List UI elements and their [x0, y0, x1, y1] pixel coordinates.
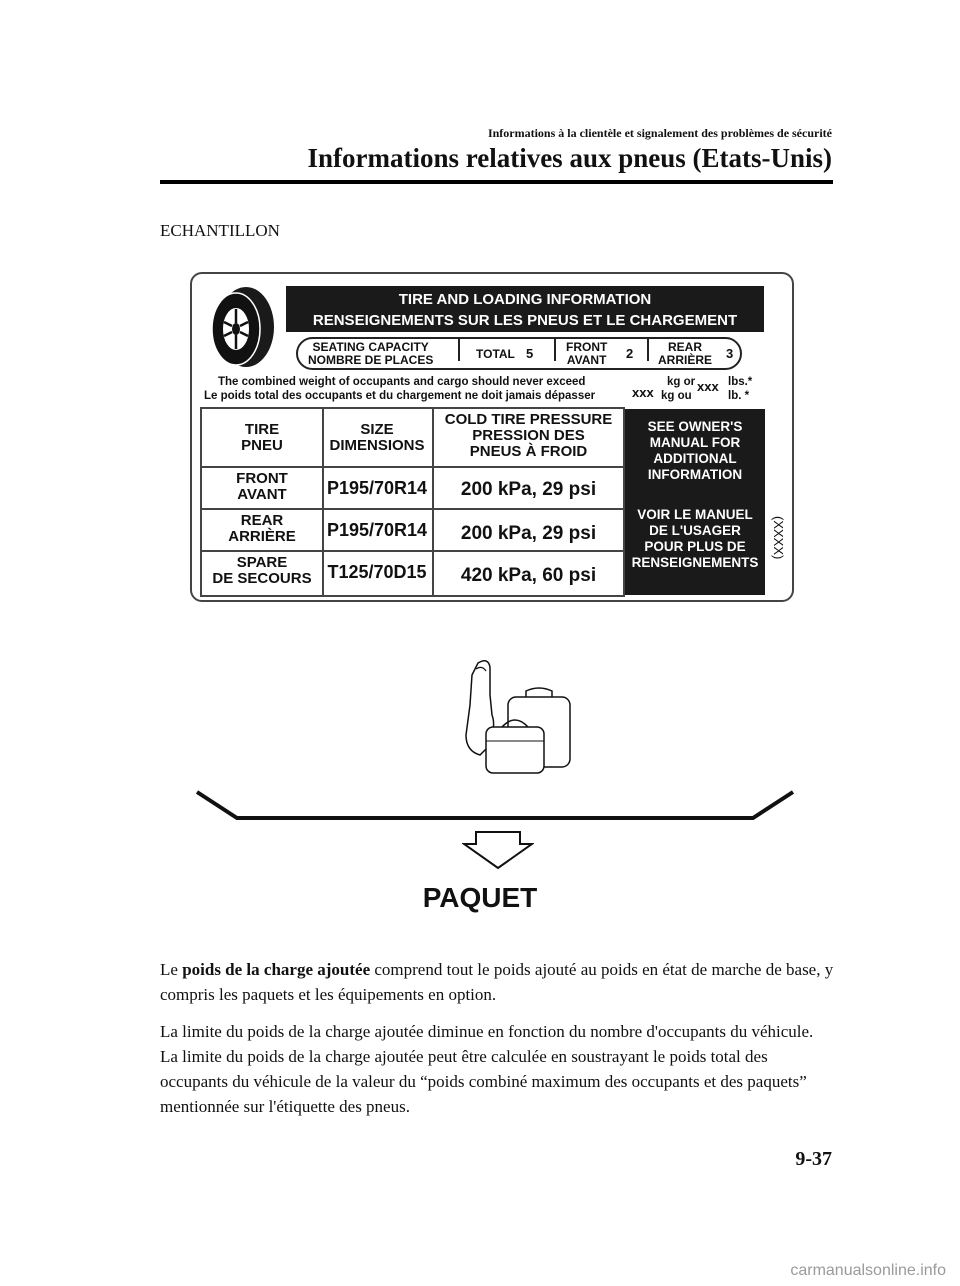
label-title-band	[286, 286, 764, 332]
owner-en-3: ADDITIONAL	[653, 451, 737, 466]
row-front-size: P195/70R14	[326, 478, 428, 498]
front-label-en: FRONT	[566, 340, 608, 354]
unit-kg-fr: kg ou	[661, 390, 692, 402]
owner-en-1: SEE OWNER'S	[647, 419, 743, 434]
owner-en-4: INFORMATION	[647, 467, 743, 482]
row-rear-fr: ARRIÈRE	[228, 528, 296, 545]
paragraph-prefix: Le	[160, 960, 183, 979]
label-title-fr: RENSEIGNEMENTS SUR LES PNEUS ET LE CHARGEMENT	[312, 312, 738, 329]
seat-divider	[647, 339, 649, 361]
down-arrow-icon	[462, 830, 534, 870]
owner-manual-box	[625, 409, 765, 595]
watermark: carmanualsonline.info	[790, 1262, 946, 1279]
max-weight-kg-placeholder: xxx	[632, 385, 654, 400]
header-rule	[160, 180, 833, 184]
label-code: (XXXX)	[771, 516, 786, 560]
combined-weight-text	[204, 375, 595, 403]
header-size-fr: DIMENSIONS	[329, 437, 425, 454]
total-value: 5	[526, 346, 534, 361]
label-title-en: TIRE AND LOADING INFORMATION	[398, 291, 652, 308]
rear-label-fr: ARRIÈRE	[658, 353, 713, 367]
added-load-term: poids de la charge ajoutée	[182, 960, 371, 979]
front-label-fr: AVANT	[566, 353, 607, 367]
seat-divider	[458, 339, 460, 361]
seating-label-en: SEATING CAPACITY	[312, 340, 429, 354]
row-rear-label	[202, 513, 322, 545]
owner-fr-4: RENSEIGNEMENTS	[631, 555, 759, 570]
header-tire	[202, 422, 322, 454]
row-front-pressure: 200 kPa, 29 psi	[460, 479, 597, 500]
table-divider	[202, 508, 623, 510]
owner-fr-1: VOIR LE MANUEL	[637, 507, 753, 522]
tire-icon	[206, 282, 276, 372]
header-tire-en: TIRE	[244, 421, 280, 438]
seat-divider	[554, 339, 556, 361]
owner-fr-2: DE L'USAGER	[649, 523, 741, 538]
seating-total	[476, 347, 533, 361]
row-rear-size: P195/70R14	[326, 520, 428, 540]
page-number: 9-37	[795, 1148, 832, 1170]
tire-loading-label	[190, 272, 794, 602]
table-divider	[202, 466, 623, 468]
unit-kg	[661, 375, 695, 403]
row-spare-fr: DE SECOURS	[212, 570, 312, 587]
unit-kg-en: kg or	[667, 376, 696, 388]
seating-label	[308, 341, 433, 367]
header-pressure-en: COLD TIRE PRESSURE	[444, 411, 613, 428]
luggage-icon	[450, 655, 580, 785]
max-weight-lb-placeholder: xxx	[697, 379, 719, 394]
page-title: Informations relatives aux pneus (Etats-Unis)	[307, 143, 832, 173]
row-rear-pressure: 200 kPa, 29 psi	[460, 523, 597, 544]
row-spare-size: T125/70D15	[327, 562, 427, 582]
paragraph-rest: comprend tout le poids ajouté au poids en état de marche de base, y compris les paquets et les équipements en option.	[160, 960, 834, 1004]
unit-lb-en: lbs.*	[728, 376, 753, 388]
header-tire-fr: PNEU	[241, 437, 283, 454]
owner-en-2: MANUAL FOR	[649, 435, 741, 450]
seating-capacity-pill	[296, 337, 742, 370]
sample-caption: ECHANTILLON	[160, 221, 280, 240]
tire-table	[200, 407, 625, 597]
section-header: Informations à la clientèle et signalement des problèmes de sécurité	[487, 126, 832, 140]
seating-label-fr: NOMBRE DE PLACES	[308, 353, 434, 367]
row-front-fr: AVANT	[237, 486, 287, 503]
front-value: 2	[626, 346, 634, 361]
header-pressure-fr-2: PNEUS À FROID	[469, 443, 588, 460]
header-pressure-fr-1: PRESSION DES	[472, 427, 585, 444]
header-size-en: SIZE	[360, 421, 394, 438]
row-spare-pressure: 420 kPa, 60 psi	[460, 565, 597, 586]
combined-weight-fr: Le poids total des occupants et du chargement ne doit jamais dépasser	[204, 390, 596, 402]
added-load-paragraph	[160, 957, 835, 1007]
seating-rear	[658, 341, 712, 367]
row-front-label	[202, 471, 322, 503]
combined-weight-en: The combined weight of occupants and cargo should never exceed	[218, 376, 586, 388]
row-spare-en: SPARE	[236, 554, 288, 571]
unit-lb	[728, 375, 752, 403]
owner-manual-en	[625, 409, 765, 483]
row-rear-en: REAR	[240, 512, 284, 529]
total-label: TOTAL	[476, 347, 515, 361]
row-spare-label	[202, 555, 322, 587]
table-divider	[202, 550, 623, 552]
owner-fr-3: POUR PLUS DE	[644, 539, 746, 554]
owner-manual-fr	[625, 483, 765, 571]
load-limit-paragraph: La limite du poids de la charge ajoutée diminue en fonction du nombre d'occupants du véhicule. La limite du poids de la charge ajoutée peut être calculée en soustrayant le poids total des occupants du véhicule de la valeur du “poids combiné maximum des occupants et des paquets” mentionnée sur l'étiquette des pneus.	[160, 1022, 814, 1116]
header-pressure	[432, 412, 625, 460]
bracket-line	[195, 788, 795, 828]
unit-lb-fr: lb. *	[728, 390, 750, 402]
seating-front	[566, 341, 607, 367]
rear-label-en: REAR	[668, 340, 703, 354]
rear-value: 3	[726, 346, 734, 361]
header-size	[322, 422, 432, 454]
row-front-en: FRONT	[236, 470, 288, 487]
package-caption: PAQUET	[422, 882, 538, 913]
